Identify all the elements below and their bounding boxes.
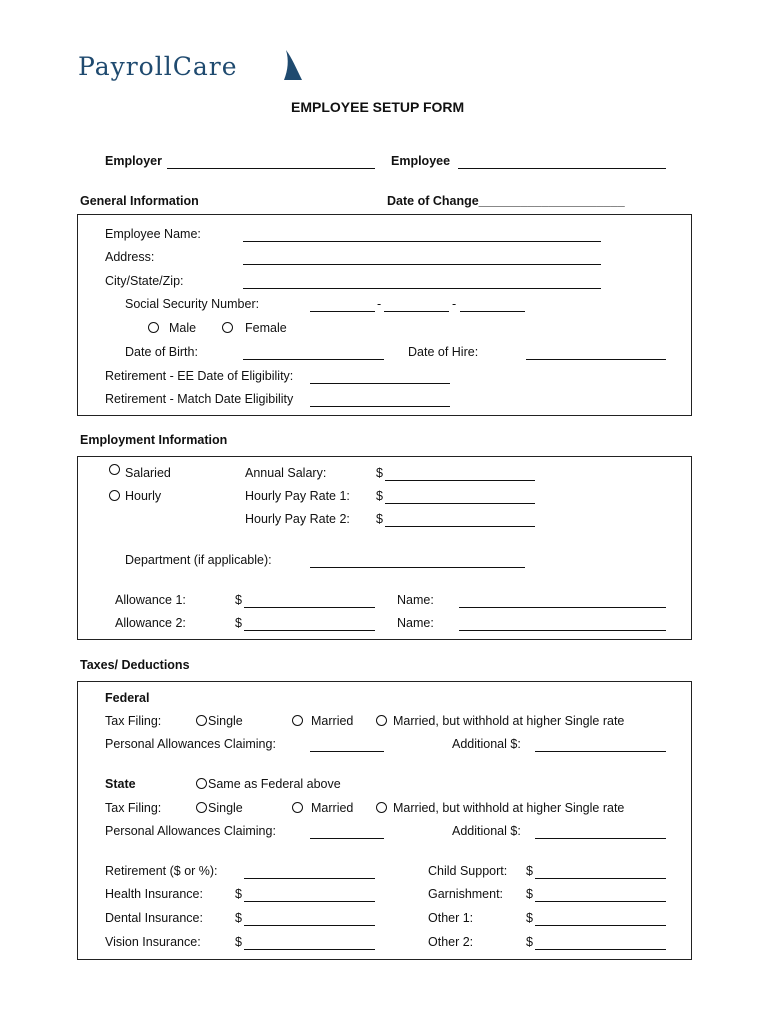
annual-salary-field[interactable]	[385, 480, 535, 481]
same-as-federal-label: Same as Federal above	[208, 777, 341, 791]
ssn-label: Social Security Number:	[125, 297, 260, 311]
retirement-ee-label: Retirement - EE Date of Eligibility:	[105, 369, 294, 383]
allowance2-field[interactable]	[244, 630, 375, 631]
state-single-label: Single	[208, 801, 243, 815]
other1-label: Other 1:	[428, 911, 474, 925]
female-label: Female	[245, 321, 287, 335]
male-label: Male	[169, 321, 197, 335]
dollar-sign: $	[376, 466, 383, 480]
department-field[interactable]	[310, 567, 525, 568]
female-radio[interactable]	[222, 322, 233, 333]
vision-insurance-field[interactable]	[244, 949, 375, 950]
dollar-sign: $	[526, 887, 533, 901]
child-support-field[interactable]	[535, 878, 666, 879]
dollar-sign: $	[235, 911, 242, 925]
dollar-sign: $	[526, 935, 533, 949]
male-radio[interactable]	[148, 322, 159, 333]
ssn-dash-2: -	[452, 297, 457, 311]
federal-additional-field[interactable]	[535, 751, 666, 752]
dental-insurance-field[interactable]	[244, 925, 375, 926]
dollar-sign: $	[235, 593, 242, 607]
state-tax-filing-label: Tax Filing:	[105, 801, 162, 815]
general-info-heading: General Information	[80, 194, 199, 208]
employment-info-box	[77, 456, 692, 640]
city-state-zip-label: City/State/Zip:	[105, 274, 184, 288]
hourly-rate1-label: Hourly Pay Rate 1:	[245, 489, 350, 503]
dollar-sign: $	[526, 864, 533, 878]
ssn-part2-field[interactable]	[384, 311, 449, 312]
allowance2-name-label: Name:	[397, 616, 434, 630]
employer-field[interactable]	[167, 168, 375, 169]
federal-single-radio[interactable]	[196, 715, 207, 726]
general-info-box	[77, 214, 692, 416]
state-additional-field[interactable]	[535, 838, 666, 839]
ssn-part3-field[interactable]	[460, 311, 525, 312]
taxes-heading: Taxes/ Deductions	[80, 658, 190, 672]
retirement-match-field[interactable]	[310, 406, 450, 407]
other2-field[interactable]	[535, 949, 666, 950]
ssn-part1-field[interactable]	[310, 311, 375, 312]
state-single-radio[interactable]	[196, 802, 207, 813]
state-married-label: Married	[311, 801, 354, 815]
allowance1-name-label: Name:	[397, 593, 434, 607]
dental-insurance-label: Dental Insurance:	[105, 911, 203, 925]
health-insurance-label: Health Insurance:	[105, 887, 203, 901]
federal-allowances-label: Personal Allowances Claiming:	[105, 737, 276, 751]
dollar-sign: $	[235, 887, 242, 901]
state-allowances-field[interactable]	[310, 838, 384, 839]
federal-single-label: Single	[208, 714, 243, 728]
state-married-higher-label: Married, but withhold at higher Single rate	[393, 801, 625, 815]
address-field[interactable]	[243, 264, 601, 265]
state-married-higher-radio[interactable]	[376, 802, 387, 813]
dollar-sign: $	[376, 512, 383, 526]
dollar-sign: $	[526, 911, 533, 925]
hourly-rate2-field[interactable]	[385, 526, 535, 527]
federal-married-higher-radio[interactable]	[376, 715, 387, 726]
vision-insurance-label: Vision Insurance:	[105, 935, 201, 949]
federal-allowances-field[interactable]	[310, 751, 384, 752]
allowance1-name-field[interactable]	[459, 607, 666, 608]
employee-field[interactable]	[458, 168, 666, 169]
allowance2-name-field[interactable]	[459, 630, 666, 631]
hourly-label: Hourly	[125, 489, 162, 503]
doh-label: Date of Hire:	[408, 345, 479, 359]
federal-tax-filing-label: Tax Filing:	[105, 714, 162, 728]
garnishment-label: Garnishment:	[428, 887, 504, 901]
same-as-federal-radio[interactable]	[196, 778, 207, 789]
sailboat-icon	[280, 48, 304, 82]
city-state-zip-field[interactable]	[243, 288, 601, 289]
state-additional-label: Additional $:	[452, 824, 521, 838]
retirement-label: Retirement ($ or %):	[105, 864, 218, 878]
federal-married-label: Married	[311, 714, 354, 728]
state-allowances-label: Personal Allowances Claiming:	[105, 824, 276, 838]
federal-married-higher-label: Married, but withhold at higher Single rate	[393, 714, 625, 728]
employer-label: Employer	[105, 154, 162, 168]
dob-label: Date of Birth:	[125, 345, 198, 359]
salaried-radio[interactable]	[109, 464, 120, 475]
address-label: Address:	[105, 250, 155, 264]
health-insurance-field[interactable]	[244, 901, 375, 902]
retirement-field[interactable]	[244, 878, 375, 879]
state-heading: State	[105, 777, 136, 791]
employee-label: Employee	[391, 154, 451, 168]
federal-heading: Federal	[105, 691, 150, 705]
employee-name-label: Employee Name:	[105, 227, 201, 241]
garnishment-field[interactable]	[535, 901, 666, 902]
form-title: EMPLOYEE SETUP FORM	[291, 99, 465, 115]
employment-info-heading: Employment Information	[80, 433, 228, 447]
dollar-sign: $	[235, 616, 242, 630]
hourly-rate1-field[interactable]	[385, 503, 535, 504]
dollar-sign: $	[235, 935, 242, 949]
allowance1-label: Allowance 1:	[115, 593, 186, 607]
hourly-radio[interactable]	[109, 490, 120, 501]
allowance1-field[interactable]	[244, 607, 375, 608]
child-support-label: Child Support:	[428, 864, 508, 878]
hourly-rate2-label: Hourly Pay Rate 2:	[245, 512, 350, 526]
retirement-match-label: Retirement - Match Date Eligibility	[105, 392, 294, 406]
state-married-radio[interactable]	[292, 802, 303, 813]
department-label: Department (if applicable):	[125, 553, 272, 567]
dollar-sign: $	[376, 489, 383, 503]
ssn-dash-1: -	[377, 297, 382, 311]
federal-married-radio[interactable]	[292, 715, 303, 726]
retirement-ee-field[interactable]	[310, 383, 450, 384]
employee-name-field[interactable]	[243, 241, 601, 242]
annual-salary-label: Annual Salary:	[245, 466, 327, 480]
other1-field[interactable]	[535, 925, 666, 926]
date-of-change-label[interactable]: Date of Change_____________________	[387, 194, 625, 208]
dob-field[interactable]	[243, 359, 384, 360]
salaried-label: Salaried	[125, 466, 171, 480]
allowance2-label: Allowance 2:	[115, 616, 186, 630]
federal-additional-label: Additional $:	[452, 737, 521, 751]
other2-label: Other 2:	[428, 935, 474, 949]
doh-field[interactable]	[526, 359, 666, 360]
logo-text: PayrollCare	[78, 52, 238, 81]
